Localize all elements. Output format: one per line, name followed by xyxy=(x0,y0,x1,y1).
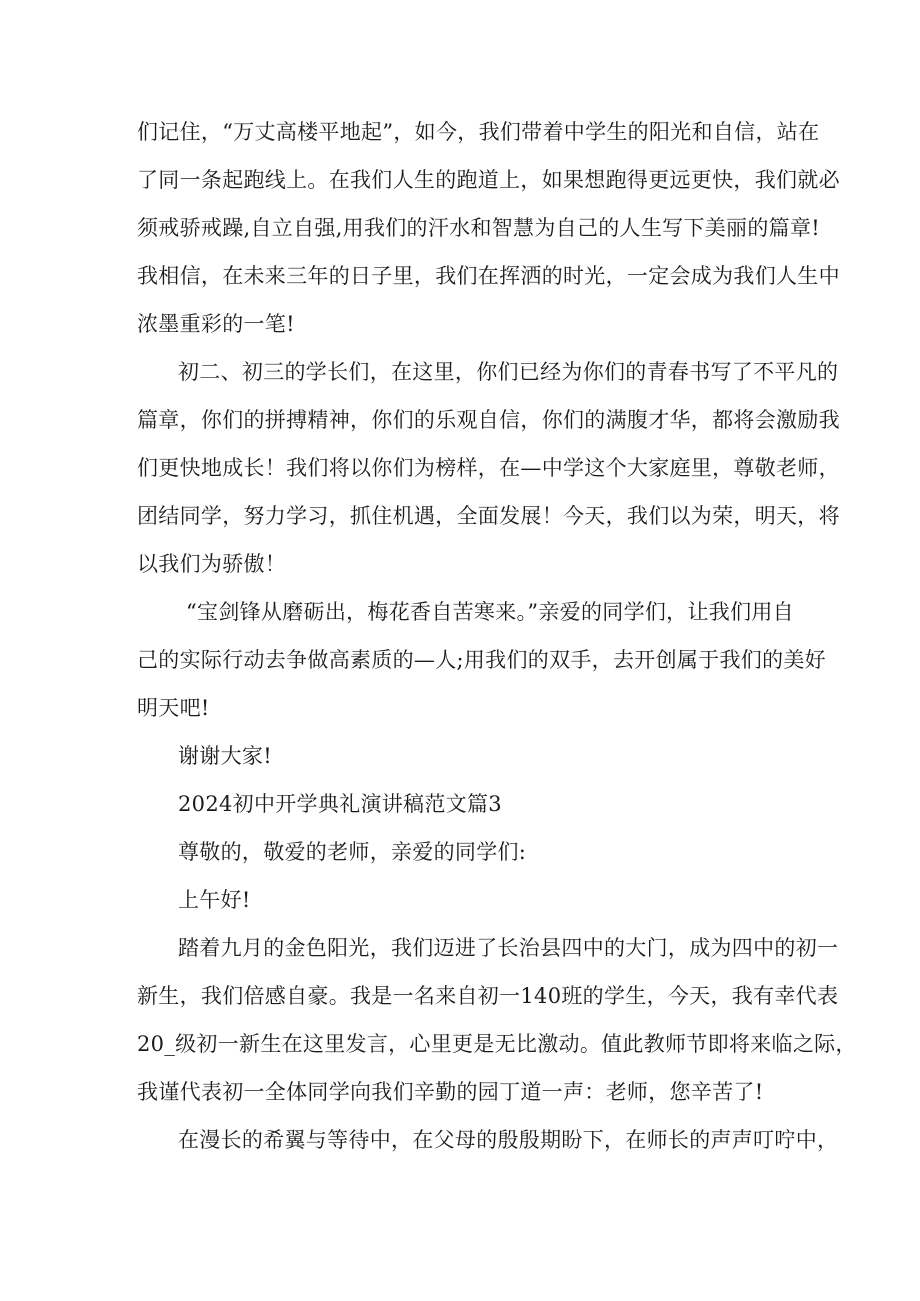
text-line: 我相信，在未来三年的日子里，我们在挥洒的时光，一定会成为我们人生中 xyxy=(137,264,840,288)
text-line: 们记住，“万丈高楼平地起”，如今，我们带着中学生的阳光和自信，站在 xyxy=(137,120,820,144)
text-line: 们更快地成长！我们将以你们为榜样，在—中学这个大家庭里，尊敬老师， xyxy=(137,456,840,480)
text-line: 了同一条起跑线上。在我们人生的跑道上，如果想跑得更远更快，我们就必 xyxy=(137,168,840,192)
text-line: 上午好! xyxy=(178,888,251,912)
text-line: 浓墨重彩的一笔! xyxy=(137,312,295,336)
text-line: 己的实际行动去争做高素质的—人;用我们的双手，去开创属于我们的美好 xyxy=(137,648,826,672)
text-line: 我谨代表初一全体同学向我们辛勤的园丁道一声：老师，您辛苦了! xyxy=(137,1080,764,1104)
text-line: “宝剑锋从磨砺出，梅花香自苦寒来。”亲爱的同学们，让我们用自 xyxy=(186,600,794,624)
text-line: 以我们为骄傲！ xyxy=(137,552,287,576)
text-line: 明天吧! xyxy=(137,696,210,720)
text-line: 须戒骄戒躁,自立自强,用我们的汗水和智慧为自己的人生写下美丽的篇章! xyxy=(137,216,820,240)
text-line: 团结同学，努力学习，抓住机遇，全面发展！今天，我们以为荣，明天，将 xyxy=(137,504,840,528)
text-line: 在漫长的希翼与等待中，在父母的殷殷期盼下，在师长的声声叮咛中， xyxy=(178,1128,839,1152)
text-line: 初二、初三的学长们，在这里，你们已经为你们的青春书写了不平凡的 xyxy=(178,360,839,384)
section-heading: 2024初中开学典礼演讲稿范文篇3 xyxy=(178,792,502,816)
text-line: 20_级初一新生在这里发言，心里更是无比激动。值此教师节即将来临之际， xyxy=(137,1032,857,1056)
text-line: 篇章，你们的拼搏精神，你们的乐观自信，你们的满腹才华，都将会激励我 xyxy=(137,408,840,432)
text-line: 谢谢大家! xyxy=(178,744,272,768)
text-line: 尊敬的，敬爱的老师，亲爱的同学们: xyxy=(178,840,527,864)
text-line: 踏着九月的金色阳光，我们迈进了长治县四中的大门，成为四中的初一 xyxy=(178,936,839,960)
text-line: 新生，我们倍感自豪。我是一名来自初一140班的学生，今天，我有幸代表 xyxy=(137,984,839,1008)
